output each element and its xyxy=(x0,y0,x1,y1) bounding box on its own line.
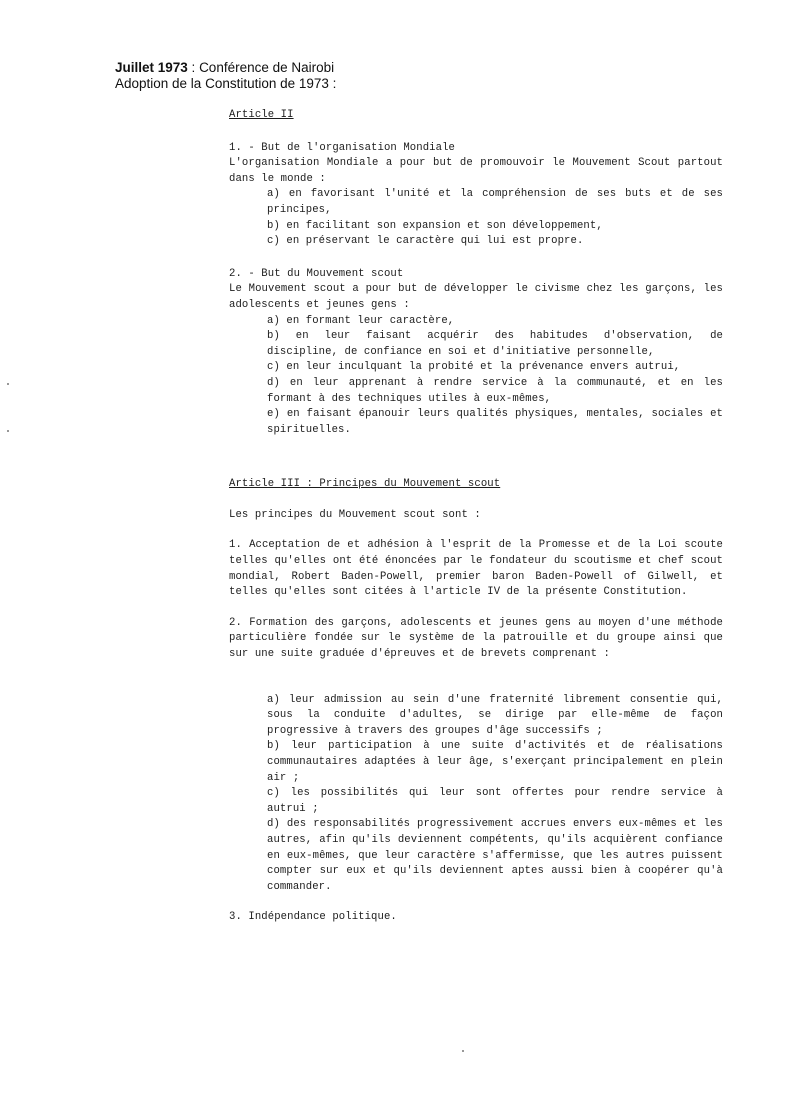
article-3-principle-1: 1. Acceptation de et adhésion à l'esprit de la Promesse et de la Loi scoute telles qu'elles ont été énoncées par le fondateur du scoutisme et chef scout mondial, Robert Baden-Powell, premier baron Baden-Powell of Gilwell, et telles qu'elles sont citées à l'article IV de la présente Constitution. xyxy=(229,539,723,599)
article-2-s1-heading: 1. - But de l'organisation Mondiale xyxy=(229,141,456,154)
article-2-s2-item-e: e) en faisant épanouir leurs qualités physiques, mentales, sociales et spirituelles. xyxy=(267,408,723,436)
article-2-s1-intro: L'organisation Mondiale a pour but de promouvoir le Mouvement Scout partout dans le monde : xyxy=(229,157,723,185)
article-2-s2-item-d: d) en leur apprenant à rendre service à la communauté, et en les formant à des techniques utiles à eux-mêmes, xyxy=(267,376,723,405)
article-3-item-c: c) les possibilités qui leur sont offertes pour rendre service à autrui ; xyxy=(267,787,723,815)
article-2-s1-item-a: a) en favorisant l'unité et la compréhension de ses buts et de ses principes, xyxy=(267,188,723,216)
article-3-item-d: d) des responsabilités progressivement accrues envers eux-mêmes et les autres, afin qu'ils deviennent compétents, qu'ils acquièrent confiance en eux-mêmes, que leur caractère s'affermisse, que les autres puissent compter sur eux et qu'ils deviennent aptes aussi bien à coopérer qu'à commander. xyxy=(267,818,723,893)
article-2-s1-item-b: b) en facilitant son expansion et son développement, xyxy=(267,219,603,232)
article-2-s2-intro: Le Mouvement scout a pour but de développer le civisme chez les garçons, les adolescents et jeunes gens : xyxy=(229,283,723,311)
scan-speck xyxy=(7,383,9,385)
article-3-intro: Les principes du Mouvement scout sont : xyxy=(229,508,481,521)
document-body xyxy=(229,108,723,926)
header-conference: Conférence de Nairobi xyxy=(199,60,335,75)
article-3-principle-2: 2. Formation des garçons, adolescents et jeunes gens au moyen d'une méthode particulière fondée sur le système de la patrouille et du groupe ainsi que sur une suite graduée d'épreuves et de brevets comprenant : xyxy=(229,616,723,661)
article-2-s2-item-c: c) en leur inculquant la probité et la prévenance envers autrui, xyxy=(267,361,681,374)
header-line-1 xyxy=(115,60,336,76)
article-3-item-a: a) leur admission au sein d'une fraternité librement consentie qui, sous la conduite d'adultes, se dirige par elle-même de façon progressive à travers des groupes d'âge successifs ; xyxy=(267,693,723,737)
scan-speck xyxy=(462,1050,464,1052)
article-2-s2-item-b: b) en leur faisant acquérir des habitudes d'observation, de discipline, de confiance en soi et d'initiative personnelle, xyxy=(267,330,723,358)
page-header xyxy=(115,60,336,92)
article-3-title: Article III : Principes du Mouvement scout xyxy=(229,478,501,491)
article-2-s2-item-a: a) en formant leur caractère, xyxy=(267,314,455,327)
article-2-title: Article II xyxy=(229,109,294,121)
header-date: Juillet 1973 xyxy=(115,60,188,75)
header-adoption: Adoption de la Constitution de 1973 : xyxy=(115,76,337,91)
scan-speck xyxy=(7,430,9,432)
header-separator: : xyxy=(187,60,200,75)
article-2-s2-heading: 2. - But du Mouvement scout xyxy=(229,267,404,280)
article-3-principle-3: 3. Indépendance politique. xyxy=(229,911,397,924)
article-3-item-b: b) leur participation à une suite d'activités et de réalisations communautaires adaptées à leur âge, s'exerçant principalement en plein air ; xyxy=(267,740,723,784)
article-2-s1-item-c: c) en préservant le caractère qui lui est propre. xyxy=(267,235,584,248)
